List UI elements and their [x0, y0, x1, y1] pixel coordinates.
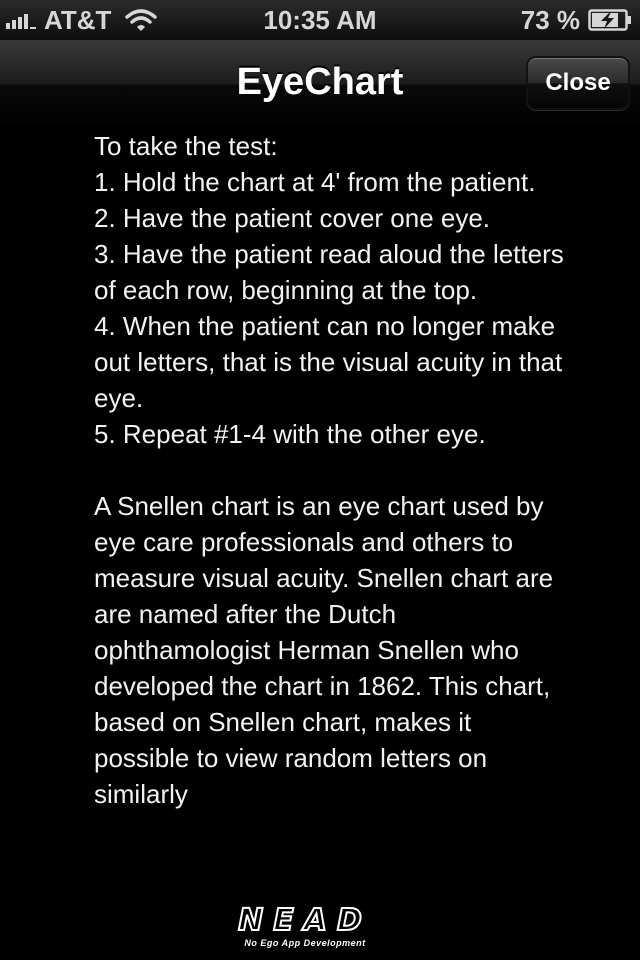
logo-name: NEAD: [238, 903, 372, 938]
instruction-step: 3. Have the patient read aloud the letters of each row, beginning at the top.: [94, 239, 564, 305]
nead-logo: [200, 903, 410, 950]
instruction-step: 5. Repeat #1-4 with the other eye.: [94, 419, 486, 449]
status-bar: [0, 0, 640, 40]
instruction-step: 2. Have the patient cover one eye.: [94, 203, 491, 233]
instruction-step: 4. When the patient can no longer make out letters, that is the visual acuity in that eye.: [94, 311, 563, 413]
snellen-description: A Snellen chart is an eye chart used by eye care professionals and others to measure visual acuity. Snellen chart are are named after the Dutch ophthamologist Herman Snellen who developed the chart in 1862. This chart, based on Snellen chart, makes it possible to view random letters on similarly: [94, 491, 554, 809]
status-time: 10:35 AM: [263, 5, 377, 35]
battery-charging-icon: [588, 9, 632, 31]
navigation-bar: [0, 40, 640, 129]
status-right: [521, 0, 632, 40]
logo-tagline: No Ego App Development: [244, 938, 366, 948]
instructions-content: [94, 128, 564, 812]
page-title: EyeChart: [236, 61, 404, 103]
instruction-step: 1. Hold the chart at 4' from the patient.: [94, 167, 536, 197]
battery-percentage: 73 %: [520, 4, 580, 35]
instructions-heading: To take the test:: [94, 131, 278, 161]
close-button[interactable]: Close: [526, 56, 630, 110]
carrier-label: AT&T: [44, 4, 112, 35]
